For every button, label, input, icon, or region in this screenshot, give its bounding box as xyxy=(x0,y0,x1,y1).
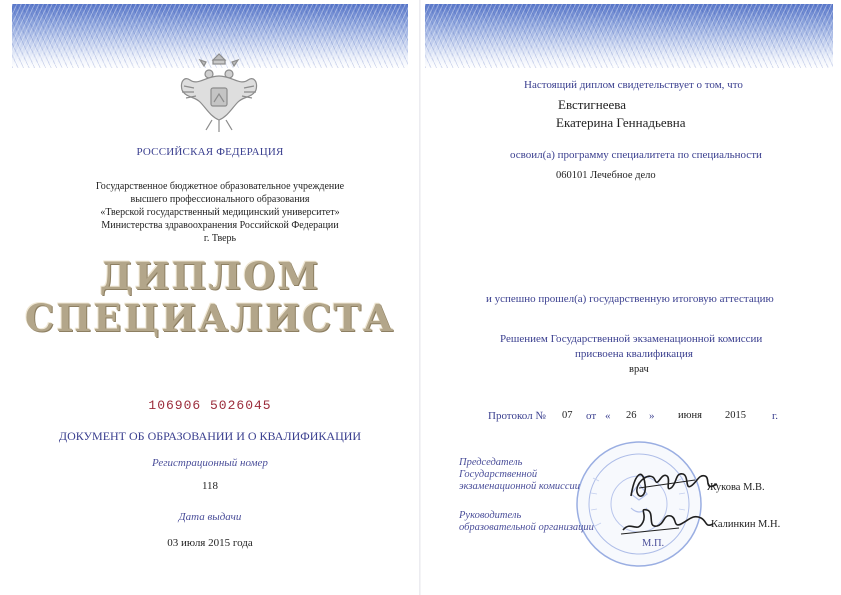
institution-line: Министерства здравоохранения Российской Федерации xyxy=(101,220,339,231)
diploma-title-line2: СПЕЦИАЛИСТА xyxy=(24,296,396,340)
head-signature-icon xyxy=(617,500,717,540)
chair-title-line: Государственной xyxy=(459,469,538,480)
protocol-label: Протокол № xyxy=(488,410,546,422)
issue-date-label: Дата выдачи xyxy=(178,511,242,523)
program-text: освоил(а) программу специалитета по специальности xyxy=(510,149,762,161)
commission-decision: Решением Государственной экзаменационной комиссии xyxy=(500,333,763,345)
institution-line: Государственное бюджетное образовательное учреждение xyxy=(95,181,345,192)
protocol-day: 26 xyxy=(626,410,637,421)
graduate-given-names: Екатерина Геннадьевна xyxy=(556,115,686,130)
head-name: Калинкин М.Н. xyxy=(711,519,781,530)
graduate-surname: Евстигнеева xyxy=(558,97,626,112)
issue-date: 03 июля 2015 года xyxy=(167,537,253,549)
quote-open: « xyxy=(605,410,611,422)
country-name: РОССИЙСКАЯ ФЕДЕРАЦИЯ xyxy=(136,146,284,158)
head-title-line: Руководитель xyxy=(459,510,522,521)
chair-title-line: Председатель xyxy=(459,457,523,468)
decorative-top-band xyxy=(425,4,833,68)
attestation-text: и успешно прошел(а) государственную итоговую аттестацию xyxy=(486,293,774,305)
chair-title xyxy=(459,457,580,493)
diploma-right-page xyxy=(421,0,841,595)
year-suffix: г. xyxy=(772,410,779,422)
diploma-title-line1: ДИПЛОМ xyxy=(99,254,321,298)
registration-number: 118 xyxy=(201,480,219,492)
diploma-left-page xyxy=(0,0,420,595)
chair-name: Жукова М.В. xyxy=(707,482,765,493)
intro-text: Настоящий диплом свидетельствует о том, что xyxy=(524,79,743,91)
head-title-line: образовательной организации xyxy=(459,522,594,533)
document-type: ДОКУМЕНТ ОБ ОБРАЗОВАНИИ И О КВАЛИФИКАЦИИ xyxy=(58,429,362,443)
institution-line: г. Тверь xyxy=(203,233,237,244)
institution-line: «Тверской государственный медицинский университет» xyxy=(100,207,340,218)
protocol-number: 07 xyxy=(562,410,573,421)
quote-close: » xyxy=(649,410,655,422)
serial-number: 106906 5026045 xyxy=(148,398,272,413)
qualification: врач xyxy=(629,364,649,375)
institution-line: высшего профессионального образования xyxy=(130,194,310,205)
qualification-assigned-text: присвоена квалификация xyxy=(575,348,693,360)
protocol-month: июня xyxy=(678,410,702,421)
head-title xyxy=(459,510,594,534)
institution-block xyxy=(74,180,366,245)
registration-label: Регистрационный номер xyxy=(152,457,268,469)
chair-title-line: экзаменационной комиссии xyxy=(459,481,580,492)
seal-mark: М.П. xyxy=(642,538,665,549)
coat-of-arms-icon xyxy=(176,46,262,138)
protocol-from: от xyxy=(586,410,597,422)
specialty: 060101 Лечебное дело xyxy=(556,170,656,181)
protocol-year: 2015 xyxy=(725,410,746,421)
